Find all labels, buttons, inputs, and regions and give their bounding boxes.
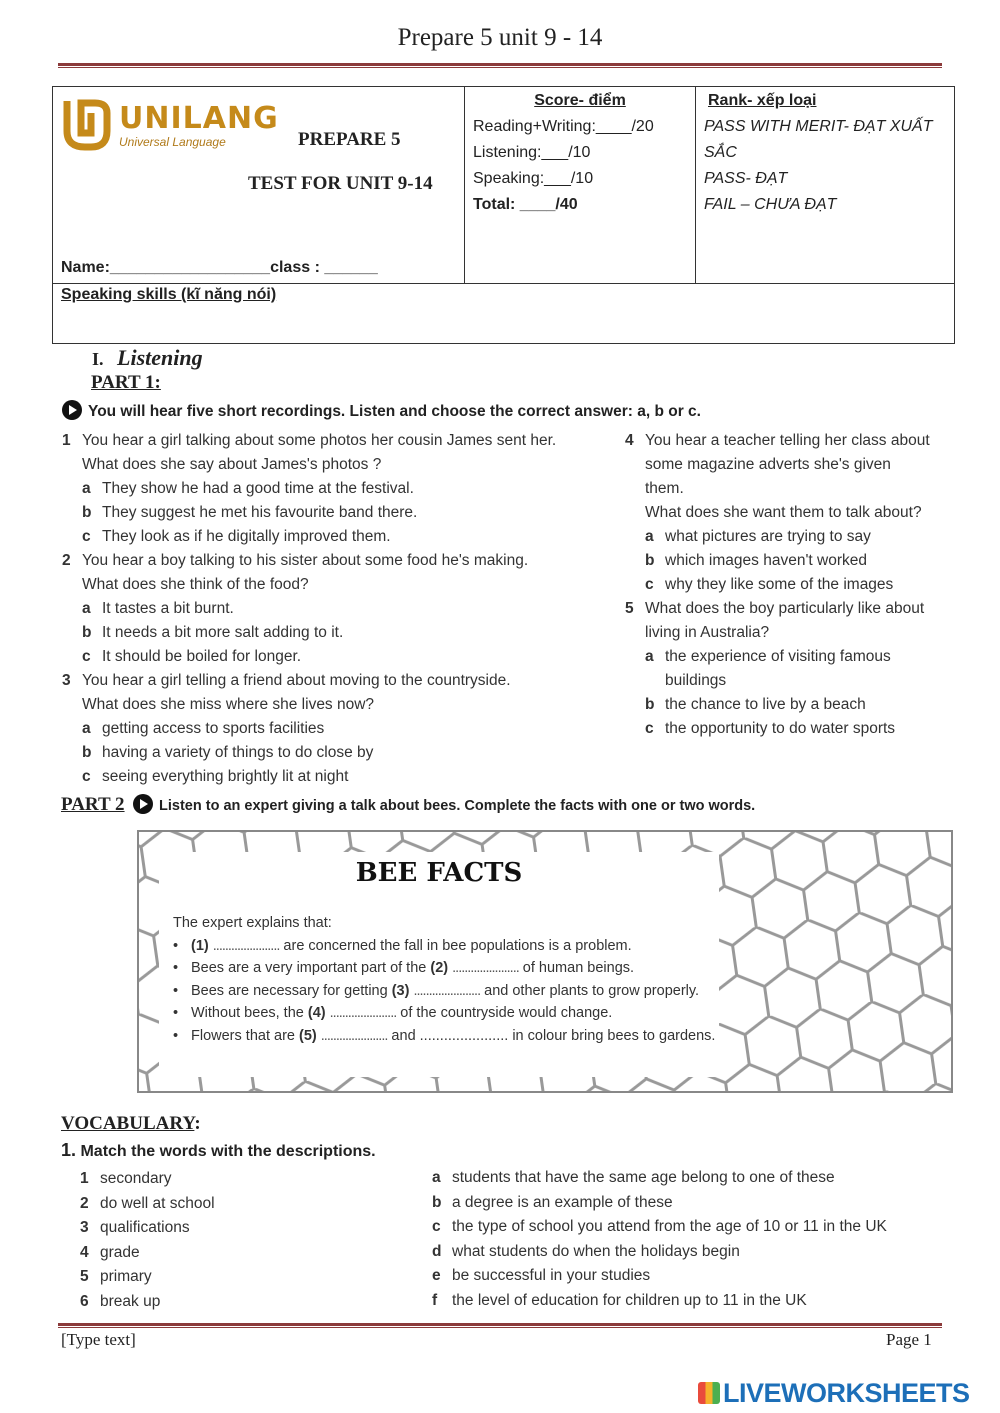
bee-fact-item (173, 1025, 718, 1048)
score-cell (465, 87, 696, 284)
vocab-word[interactable] (80, 1265, 420, 1290)
vocab-description[interactable] (432, 1289, 962, 1314)
question-text: You hear a boy talking to his sister about some food he's making. (82, 552, 529, 569)
bullet-icon: • (173, 1005, 179, 1021)
answer-option[interactable] (62, 621, 612, 645)
option-text: seeing everything brightly lit at night (102, 768, 349, 785)
question-number: 5 (625, 600, 634, 617)
option-letter: a (645, 528, 654, 545)
question-text: What does the boy particularly like about (645, 600, 925, 617)
option-letter: a (82, 600, 91, 617)
section-number: I. (92, 349, 104, 369)
option-text: They suggest he met his favourite band there. (102, 504, 418, 521)
answer-option[interactable] (62, 501, 612, 525)
answer-blank[interactable]: ...................... (452, 960, 519, 976)
answer-blank[interactable]: ...................... (329, 1005, 397, 1021)
answer-option[interactable] (62, 717, 612, 741)
part1-instruction: You will hear five short recordings. Listen and choose the correct answer: a, b or c. (62, 400, 701, 421)
question-text: living in Australia? (645, 624, 770, 641)
answer-blank[interactable]: ...................... (413, 982, 481, 999)
option-text: why they like some of the images (665, 576, 894, 593)
answer-option[interactable] (62, 741, 612, 765)
question-line (625, 429, 965, 453)
liveworksheets-logo-icon (698, 1382, 720, 1404)
rank-cell (696, 87, 955, 284)
part1-label: PART 1: (91, 372, 161, 393)
fact-pre: Without bees, the (191, 1005, 308, 1021)
question-line (62, 669, 612, 693)
question-line (625, 453, 965, 477)
bee-facts-title: BEE FACTS (355, 858, 523, 888)
item-text: students that have the same age belong to one of these (452, 1169, 835, 1186)
option-text: They look as if he digitally improved them. (102, 528, 391, 545)
question-number: 4 (625, 432, 634, 449)
speaking-cell (53, 284, 955, 344)
question-line (625, 501, 965, 525)
option-letter: c (82, 768, 91, 785)
item-text: the type of school you attend from the age of 10 or 11 in the UK (452, 1218, 887, 1235)
bullet-icon: • (173, 960, 179, 976)
answer-option[interactable] (625, 717, 965, 741)
fact-pre: Bees are necessary for getting (191, 982, 392, 999)
option-letter: b (82, 744, 92, 761)
item-text: break up (100, 1292, 161, 1310)
play-icon[interactable] (62, 400, 82, 420)
item-label: 6 (80, 1292, 89, 1310)
name-class-field[interactable]: Name:__________________class : ______ (61, 259, 378, 276)
rank-heading: Rank- xếp loại (708, 92, 817, 109)
item-label: 4 (80, 1243, 89, 1261)
item-text: primary (100, 1268, 152, 1285)
question-text: You hear a girl telling a friend about moving to the countryside. (82, 672, 511, 689)
liveworksheets-watermark: LIVEWORKSHEETS (698, 1378, 970, 1409)
title-cell (53, 87, 465, 284)
question-text: some magazine adverts she's given (645, 456, 891, 473)
vocab-word[interactable] (80, 1241, 420, 1266)
unilang-logo (61, 97, 279, 153)
rank-merit: PASS WITH MERIT- ĐẠT XUẤT (704, 118, 933, 135)
item-text: qualifications (100, 1219, 190, 1236)
header-divider (58, 63, 942, 68)
vocab-description[interactable] (432, 1166, 962, 1191)
option-letter: c (82, 648, 91, 665)
blank-number: (2) (430, 960, 449, 976)
item-label: f (432, 1291, 438, 1309)
vocab-description[interactable] (432, 1264, 962, 1289)
rank-fail: FAIL – CHƯA ĐẠT (704, 196, 837, 213)
blank-number: (1) (191, 937, 209, 954)
option-text: It should be boiled for longer. (102, 648, 302, 665)
score-total[interactable]: Total: ____/40 (473, 196, 578, 213)
question-line (62, 549, 612, 573)
answer-option[interactable] (625, 645, 965, 669)
option-text: It tastes a bit burnt. (102, 600, 234, 617)
question-line (625, 621, 965, 645)
bullet-icon: • (173, 982, 179, 999)
item-text: be successful in your studies (452, 1267, 651, 1284)
question-line (625, 597, 965, 621)
option-text: having a variety of things to do close by (102, 744, 374, 761)
score-heading: Score- điểm (534, 92, 626, 109)
item-label: a (432, 1169, 441, 1186)
test-name: TEST FOR UNIT 9-14 (248, 173, 433, 194)
fact-post: of human beings. (518, 960, 635, 976)
option-letter: a (82, 480, 91, 497)
option-letter: b (645, 696, 655, 713)
item-text: the level of education for children up to 11 in the UK (452, 1291, 807, 1309)
question-text: You hear a teacher telling her class about (645, 432, 930, 449)
question-text: What does she say about James's photos ? (82, 456, 382, 473)
answer-option[interactable] (625, 525, 965, 549)
section-title: Listening (117, 345, 203, 370)
questions-right (625, 429, 965, 741)
item-label: 3 (80, 1219, 89, 1236)
bullet-icon: • (173, 1027, 179, 1044)
vocabulary-instruction: 1. Match the words with the descriptions. (61, 1140, 376, 1160)
fact-pre: Bees are a very important part of the (191, 960, 431, 976)
logo-tagline: Universal Language (119, 135, 226, 149)
option-letter: a (645, 648, 654, 665)
blank-number: (5) (299, 1027, 317, 1044)
part2-label: PART 2 (61, 794, 125, 815)
question-number: 1 (62, 432, 71, 449)
question-line (62, 573, 612, 597)
option-letter: c (645, 576, 654, 593)
question-line (62, 429, 612, 453)
option-text: getting access to sports facilities (102, 720, 325, 737)
item-label: 5 (80, 1268, 89, 1285)
answer-option[interactable] (625, 573, 965, 597)
score-listening[interactable]: Listening:___/10 (473, 144, 591, 161)
bee-fact-item (173, 1002, 718, 1025)
vocab-word[interactable] (80, 1216, 420, 1241)
answer-option[interactable] (62, 765, 612, 789)
play-icon[interactable] (133, 794, 153, 814)
course-name: PREPARE 5 (298, 129, 401, 150)
option-letter: b (645, 552, 655, 569)
bee-fact-item (173, 980, 718, 1003)
question-number: 3 (62, 672, 71, 689)
option-letter: b (82, 624, 92, 641)
item-label: d (432, 1242, 442, 1260)
answer-option[interactable] (62, 477, 612, 501)
bullet-icon: • (173, 937, 179, 954)
option-text: It needs a bit more salt adding to it. (102, 624, 344, 641)
vocab-description[interactable] (432, 1191, 962, 1216)
rank-merit-cont: SẮC (704, 144, 737, 161)
answer-option[interactable] (62, 645, 612, 669)
part2-instruction: Listen to an expert giving a talk about bees. Complete the facts with one or two words. (159, 798, 756, 814)
item-text: secondary (100, 1170, 172, 1187)
answer-blank[interactable]: ...................... (320, 1027, 388, 1044)
vocabulary-words (80, 1167, 420, 1314)
score-speaking[interactable]: Speaking:___/10 (473, 170, 594, 187)
option-letter: a (82, 720, 91, 737)
logo-name: UNILANG (119, 101, 279, 136)
header-table (52, 86, 955, 344)
option-text: the experience of visiting famous (665, 648, 891, 665)
footer-divider (58, 1323, 942, 1328)
score-reading-writing[interactable]: Reading+Writing:____/20 (473, 118, 654, 135)
bee-fact-item (173, 935, 718, 958)
question-text: them. (645, 480, 684, 497)
vocab-word[interactable] (80, 1167, 420, 1192)
vocabulary-heading: VOCABULARY: (61, 1113, 201, 1134)
vocab-word[interactable] (80, 1290, 420, 1315)
answer-option[interactable] (625, 693, 965, 717)
vocabulary-descriptions (432, 1166, 962, 1313)
item-label: c (432, 1218, 441, 1235)
part2-header (61, 794, 755, 816)
blank-number: (3) (391, 982, 410, 999)
footer-page: Page 1 (886, 1330, 932, 1349)
bee-facts-list (173, 912, 718, 1047)
question-number: 2 (62, 552, 71, 569)
item-text: what students do when the holidays begin (452, 1242, 740, 1260)
footer-left: [Type text] (61, 1330, 136, 1349)
answer-option[interactable] (62, 525, 612, 549)
option-letter: c (82, 528, 91, 545)
option-letter: c (645, 720, 654, 737)
answer-option[interactable] (62, 597, 612, 621)
section-listening (92, 345, 203, 371)
question-line (62, 693, 612, 717)
bee-facts-box (137, 830, 953, 1093)
question-text: What does she think of the food? (82, 576, 309, 593)
option-text: the chance to live by a beach (665, 696, 866, 713)
bee-facts-content (159, 852, 719, 1077)
vocab-description[interactable] (432, 1240, 962, 1265)
option-text: the opportunity to do water sports (665, 720, 896, 737)
answer-option[interactable] (625, 549, 965, 573)
fact-post: of the countryside would change. (396, 1005, 613, 1021)
answer-blank[interactable]: ...................... (212, 937, 280, 954)
speaking-label: Speaking skills (kĩ năng nói) (61, 286, 277, 303)
option-letter: b (82, 504, 92, 521)
item-label: e (432, 1267, 441, 1284)
option-text: what pictures are trying to say (665, 528, 871, 545)
question-line (62, 453, 612, 477)
option-text: They show he had a good time at the festival. (102, 480, 414, 497)
item-label: 1 (80, 1170, 89, 1187)
bee-fact-item (173, 957, 718, 980)
page-title: Prepare 5 unit 9 - 14 (397, 24, 603, 51)
fact-post: are concerned the fall in bee populations is a problem. (279, 937, 632, 954)
rank-pass: PASS- ĐẠT (704, 170, 788, 187)
questions-left (62, 429, 612, 789)
question-line (625, 477, 965, 501)
item-text: grade (100, 1243, 140, 1261)
option-text-cont: buildings (665, 672, 727, 689)
item-text: do well at school (100, 1194, 215, 1212)
question-text: What does she miss where she lives now? (82, 696, 375, 713)
option-text: which images haven't worked (665, 552, 867, 569)
item-text: a degree is an example of these (452, 1193, 673, 1211)
bee-facts-intro: The expert explains that: (173, 915, 332, 931)
question-text: What does she want them to talk about? (645, 504, 922, 521)
blank-number: (4) (307, 1005, 326, 1021)
item-label: 2 (80, 1194, 89, 1212)
vocab-description[interactable] (432, 1215, 962, 1240)
vocab-word[interactable] (80, 1192, 420, 1217)
question-text: You hear a girl talking about some photos her cousin James sent her. (82, 432, 557, 449)
fact-pre: Flowers that are (191, 1027, 299, 1044)
fact-post: and other plants to grow properly. (480, 982, 700, 999)
item-label: b (432, 1193, 442, 1211)
fact-post: and ...................... in colour bring bees to gardens. (387, 1027, 716, 1044)
